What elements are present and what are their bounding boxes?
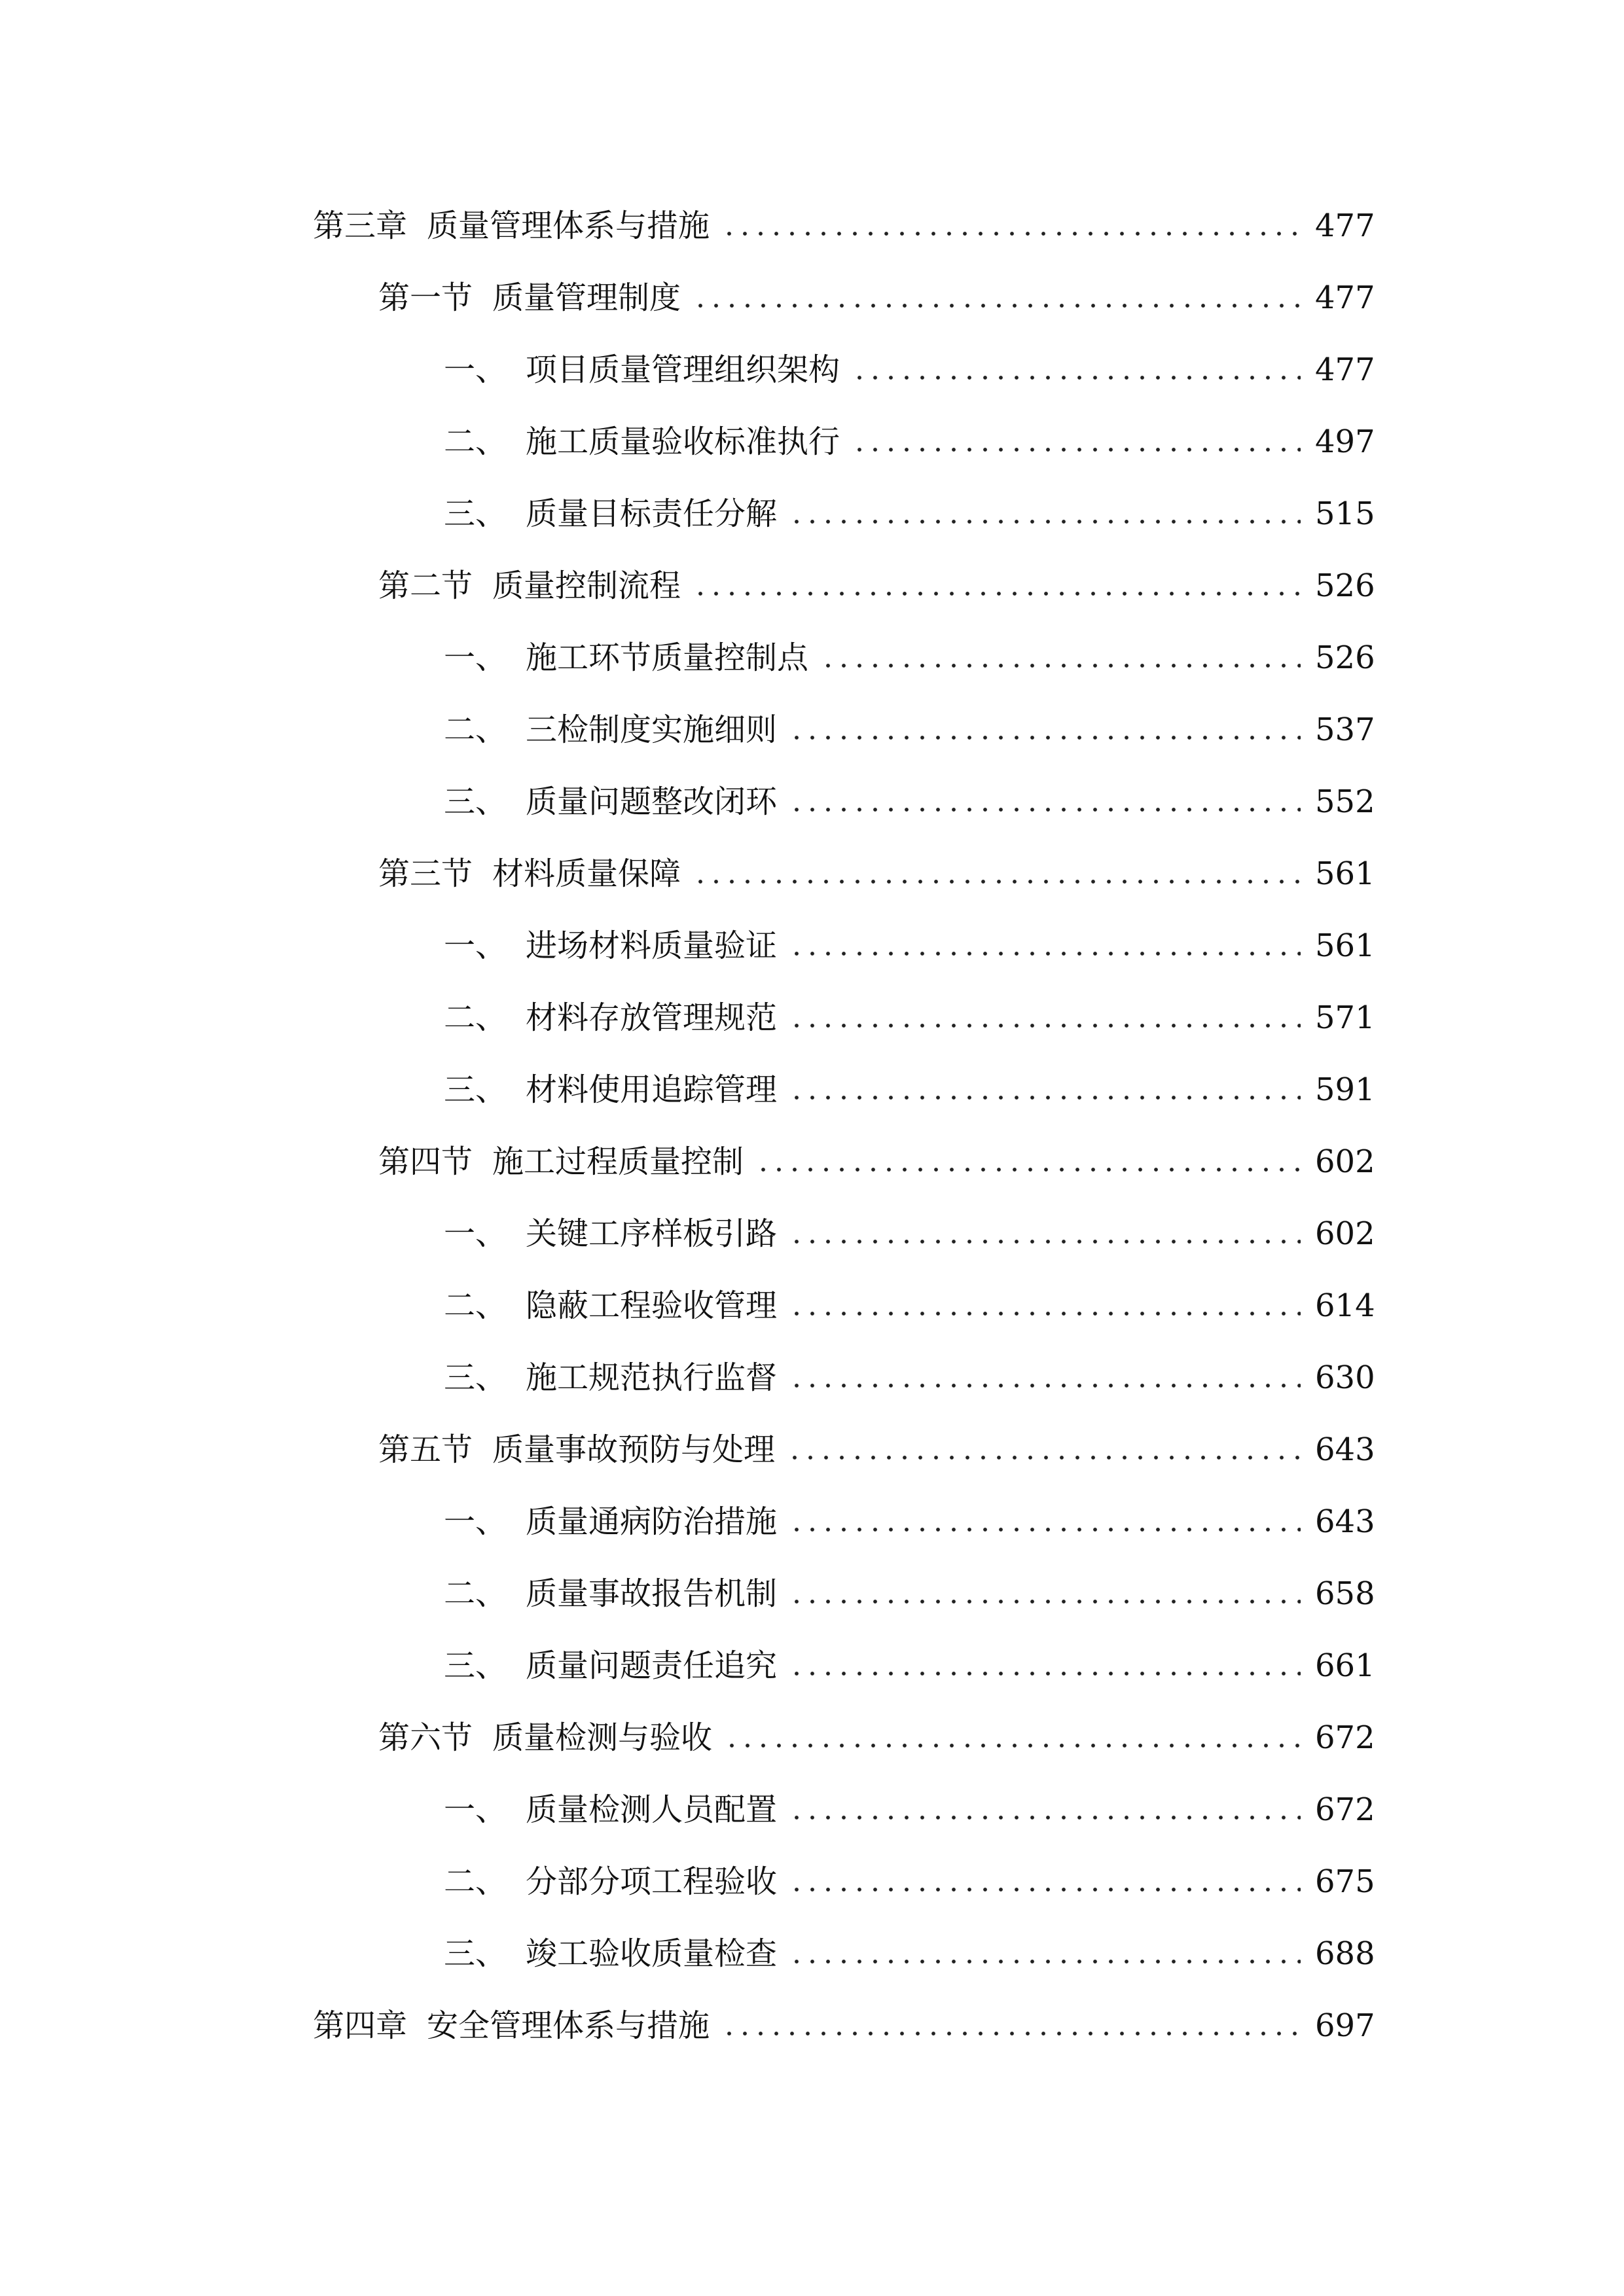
dot-leader (789, 519, 1301, 524)
toc-entry-title: 质量控制流程 (492, 567, 681, 604)
dot-leader (820, 663, 1301, 668)
toc-subsection-entry[interactable] (444, 1921, 1375, 1973)
toc-entry-title: 质量问题责任追究 (526, 1647, 778, 1684)
toc-entry-number: 三、 (444, 495, 507, 532)
toc-page-number: 561 (1315, 927, 1375, 964)
toc-entry-number: 二、 (444, 711, 507, 748)
dot-leader (789, 735, 1301, 740)
toc-chapter-entry[interactable] (313, 1993, 1375, 2045)
dot-leader (789, 1599, 1301, 1604)
toc-subsection-entry[interactable] (444, 409, 1375, 461)
toc-subsection-entry[interactable] (444, 1057, 1375, 1109)
toc-page-number: 661 (1315, 1647, 1375, 1684)
toc-page-number: 526 (1315, 639, 1375, 676)
toc-entry-title: 关键工序样板引路 (526, 1215, 778, 1252)
toc-entry-number: 第一节 (378, 279, 473, 316)
toc-entry-number: 二、 (444, 999, 507, 1036)
toc-entry-title: 质量管理体系与措施 (427, 207, 710, 244)
toc-entry-title: 分部分项工程验收 (526, 1863, 778, 1900)
toc-entry-number: 第三章 (313, 207, 408, 244)
dot-leader (789, 1239, 1301, 1244)
toc-entry-title: 质量检测与验收 (492, 1719, 713, 1756)
toc-section-entry[interactable] (378, 553, 1375, 605)
toc-entry-title: 施工规范执行监督 (526, 1359, 778, 1396)
toc-entry-title: 材料存放管理规范 (526, 999, 778, 1036)
toc-entry-number: 二、 (444, 1863, 507, 1900)
toc-entry-title: 材料质量保障 (492, 855, 681, 892)
toc-entry-title: 质量事故预防与处理 (492, 1431, 776, 1468)
toc-page-number: 697 (1315, 2007, 1375, 2044)
dot-leader (724, 1743, 1301, 1748)
toc-page-number: 591 (1315, 1071, 1375, 1108)
toc-entry-number: 一、 (444, 1215, 507, 1252)
toc-entry-title: 施工过程质量控制 (492, 1143, 744, 1180)
toc-section-entry[interactable] (378, 1705, 1375, 1757)
toc-chapter-entry[interactable] (313, 193, 1375, 245)
toc-entry-number: 一、 (444, 639, 507, 676)
dot-leader (721, 2031, 1301, 2036)
toc-page-number: 688 (1315, 1935, 1375, 1972)
toc-page-number: 658 (1315, 1575, 1375, 1612)
toc-entry-number: 第四章 (313, 2007, 408, 2044)
toc-entry-title: 进场材料质量验证 (526, 927, 778, 964)
toc-entry-number: 二、 (444, 423, 507, 460)
toc-page-number: 497 (1315, 423, 1375, 460)
toc-entry-title: 隐蔽工程验收管理 (526, 1287, 778, 1324)
toc-page-number: 602 (1315, 1215, 1375, 1252)
toc-page-number: 672 (1315, 1719, 1375, 1756)
dot-leader (789, 1311, 1301, 1316)
toc-entry-title: 施工环节质量控制点 (526, 639, 809, 676)
toc-entry-number: 一、 (444, 927, 507, 964)
toc-entry-number: 三、 (444, 1935, 507, 1972)
dot-leader (693, 879, 1301, 884)
toc-entry-title: 安全管理体系与措施 (427, 2007, 710, 2044)
toc-entry-title: 材料使用追踪管理 (526, 1071, 778, 1108)
toc-entry-title: 质量问题整改闭环 (526, 783, 778, 820)
toc-subsection-entry[interactable] (444, 769, 1375, 821)
dot-leader (852, 375, 1301, 380)
toc-subsection-entry[interactable] (444, 697, 1375, 749)
toc-page-number: 537 (1315, 711, 1375, 748)
toc-entry-number: 第四节 (378, 1143, 473, 1180)
toc-page-number: 630 (1315, 1359, 1375, 1396)
toc-entry-title: 质量事故报告机制 (526, 1575, 778, 1612)
dot-leader (852, 447, 1301, 452)
toc-page-number: 477 (1315, 279, 1375, 316)
dot-leader (789, 1671, 1301, 1676)
dot-leader (789, 951, 1301, 956)
toc-subsection-entry[interactable] (444, 1345, 1375, 1397)
dot-leader (789, 1023, 1301, 1028)
dot-leader (789, 1095, 1301, 1100)
toc-entry-number: 二、 (444, 1575, 507, 1612)
toc-page-number: 515 (1315, 495, 1375, 532)
toc-page-number: 675 (1315, 1863, 1375, 1900)
dot-leader (789, 1383, 1301, 1388)
toc-entry-number: 三、 (444, 1647, 507, 1684)
toc-page-number: 643 (1315, 1503, 1375, 1540)
dot-leader (693, 303, 1301, 308)
toc-entry-title: 施工质量验收标准执行 (526, 423, 840, 460)
dot-leader (789, 807, 1301, 812)
dot-leader (789, 1959, 1301, 1964)
toc-page-number: 643 (1315, 1431, 1375, 1468)
toc-subsection-entry[interactable] (444, 1561, 1375, 1613)
dot-leader (693, 591, 1301, 596)
toc-entry-number: 三、 (444, 1071, 507, 1108)
toc-entry-number: 第六节 (378, 1719, 473, 1756)
toc-page-number: 672 (1315, 1791, 1375, 1828)
toc-subsection-entry[interactable] (444, 1489, 1375, 1541)
toc-subsection-entry[interactable] (444, 481, 1375, 533)
toc-subsection-entry[interactable] (444, 913, 1375, 965)
toc-page-number: 552 (1315, 783, 1375, 820)
dot-leader (789, 1815, 1301, 1820)
toc-entry-title: 质量管理制度 (492, 279, 681, 316)
toc-subsection-entry[interactable] (444, 1849, 1375, 1901)
dot-leader (721, 231, 1301, 236)
toc-subsection-entry[interactable] (444, 985, 1375, 1037)
toc-entry-number: 二、 (444, 1287, 507, 1324)
toc-entry-number: 三、 (444, 1359, 507, 1396)
dot-leader (789, 1887, 1301, 1892)
toc-page-number: 561 (1315, 855, 1375, 892)
toc-subsection-entry[interactable] (444, 337, 1375, 389)
toc-entry-title: 三检制度实施细则 (526, 711, 778, 748)
toc-page-number: 526 (1315, 567, 1375, 604)
toc-section-entry[interactable] (378, 841, 1375, 893)
toc-entry-number: 三、 (444, 783, 507, 820)
toc-subsection-entry[interactable] (444, 1633, 1375, 1685)
dot-leader (787, 1455, 1301, 1460)
toc-subsection-entry[interactable] (444, 1273, 1375, 1325)
toc-subsection-entry[interactable] (444, 625, 1375, 677)
toc-entry-number: 第五节 (378, 1431, 473, 1468)
toc-page-number: 477 (1315, 351, 1375, 388)
toc-entry-number: 一、 (444, 1791, 507, 1828)
dot-leader (755, 1167, 1301, 1172)
toc-entry-number: 一、 (444, 1503, 507, 1540)
toc-entry-number: 第三节 (378, 855, 473, 892)
toc-page-number: 477 (1315, 207, 1375, 244)
toc-section-entry[interactable] (378, 265, 1375, 317)
toc-page-number: 614 (1315, 1287, 1375, 1324)
toc-entry-title: 质量检测人员配置 (526, 1791, 778, 1828)
toc-subsection-entry[interactable] (444, 1777, 1375, 1829)
toc-section-entry[interactable] (378, 1129, 1375, 1181)
toc-entry-number: 第二节 (378, 567, 473, 604)
toc-entry-title: 项目质量管理组织架构 (526, 351, 840, 388)
toc-section-entry[interactable] (378, 1417, 1375, 1469)
dot-leader (789, 1527, 1301, 1532)
toc-entry-title: 质量目标责任分解 (526, 495, 778, 532)
toc-page-number: 571 (1315, 999, 1375, 1036)
toc-entry-title: 竣工验收质量检查 (526, 1935, 778, 1972)
toc-page-number: 602 (1315, 1143, 1375, 1180)
toc-entry-title: 质量通病防治措施 (526, 1503, 778, 1540)
toc-entry-number: 一、 (444, 351, 507, 388)
toc-subsection-entry[interactable] (444, 1201, 1375, 1253)
